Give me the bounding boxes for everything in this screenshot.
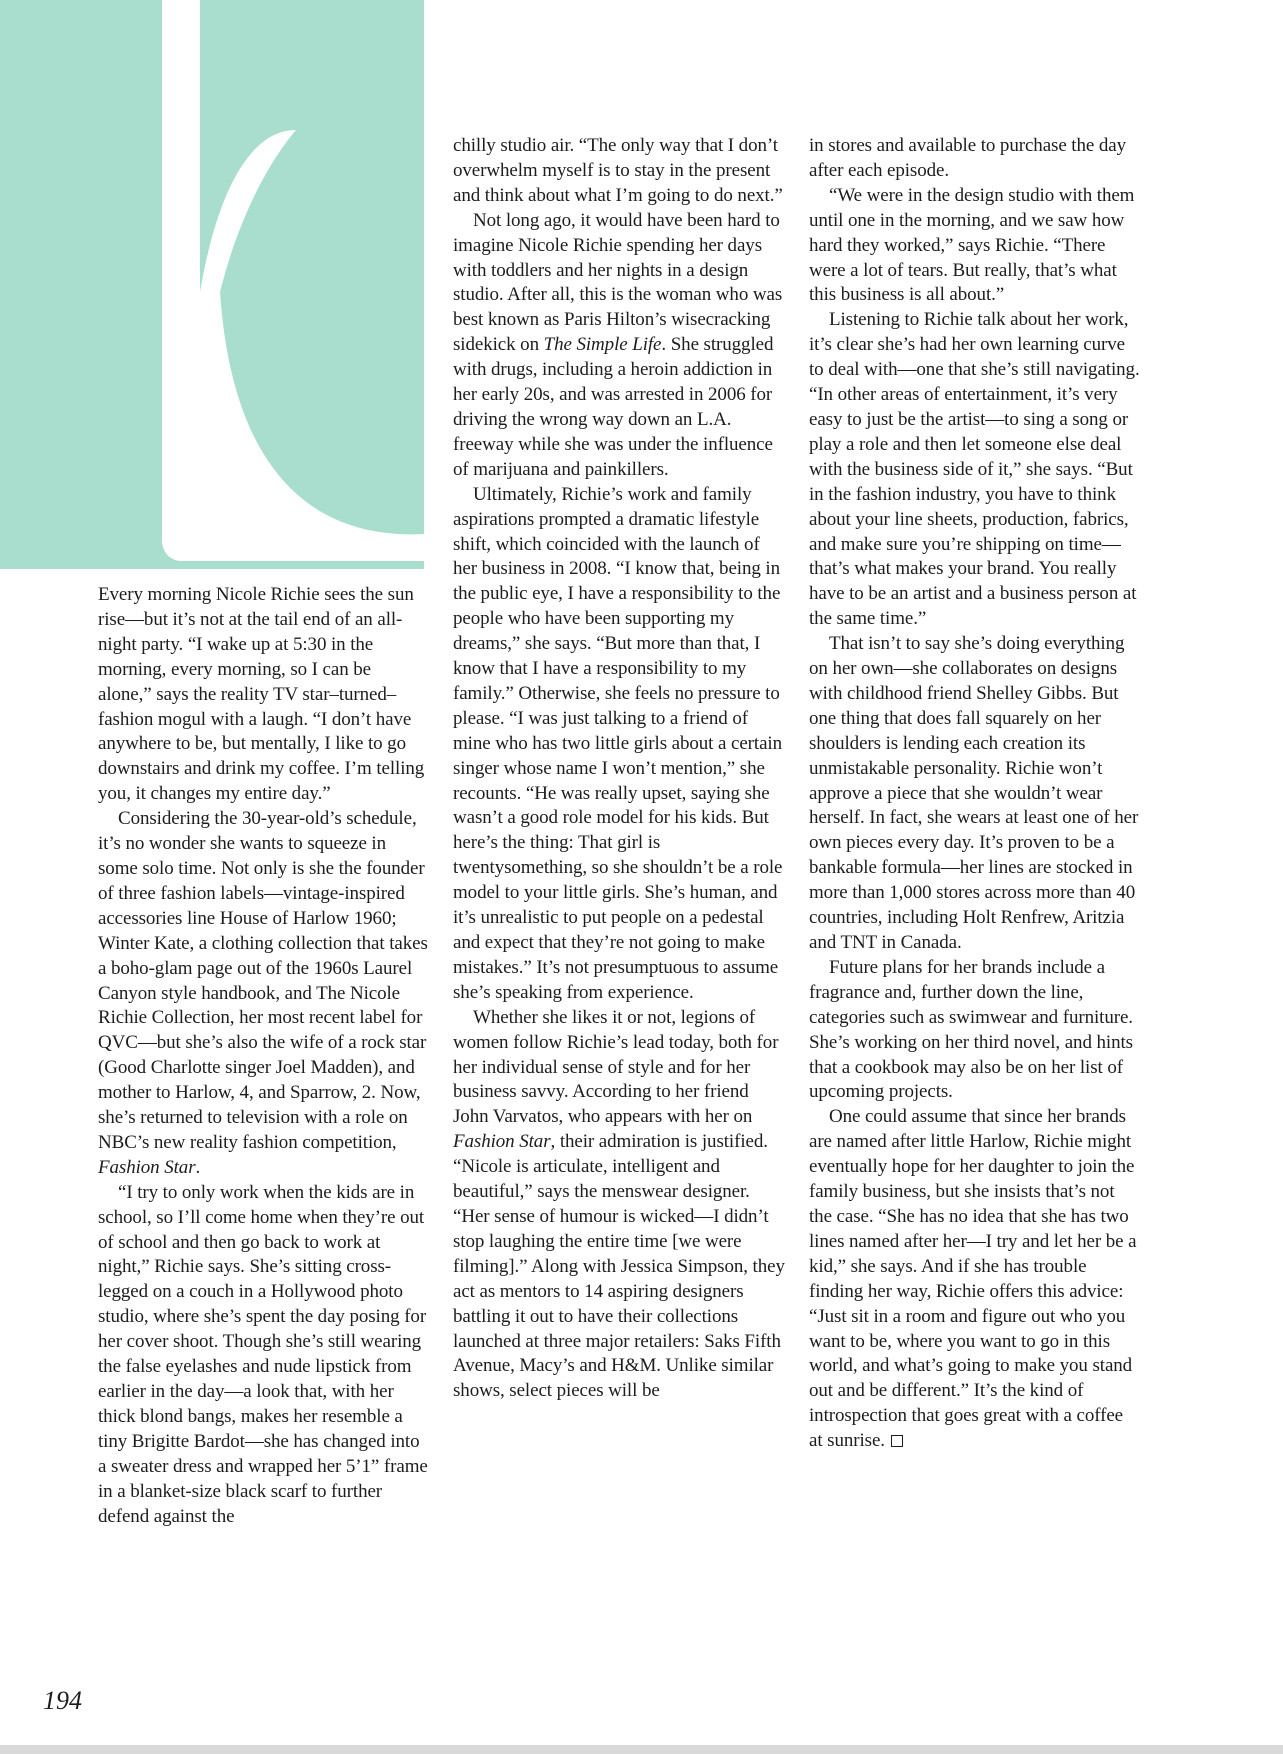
article-paragraph (809, 1105, 1141, 1454)
article-paragraph (98, 1181, 428, 1530)
paragraph-text: . (195, 1156, 201, 1178)
drop-cap-block (0, 0, 424, 569)
paragraph-text: “We were in the design studio with them until one in the morning, and we saw how hard they worked,” says Richie. “There were a lot of tears. But really, that’s what this business is all about.” (809, 184, 1135, 306)
article-column-1 (98, 583, 428, 1529)
paragraph-text: , their admiration is justified. “Nicole is articulate, intelligent and beautiful,” says the menswear designer. “Her sense of humour is wicked—I didn’t stop laughing the entire time [we were filming].” Along with Jessica Simpson, they act as mentors to 14 aspiring designers battling it out to have their collections launched at three major retailers: Saks Fifth Avenue, Macy’s and H&M. Unlike similar shows, select pieces will be (453, 1131, 785, 1402)
article-paragraph (453, 1006, 785, 1405)
paragraph-text: Ultimately, Richie’s work and family aspirations prompted a dramatic lifestyle shift, which coincided with the launch of her business in 2008. “I know that, being in the public eye, I have a responsibility to the people who have been supporting my dreams,” she says. “But more than that, I know that I have a responsibility to my family.” Otherwise, she feels no pressure to please. “I was just talking to a friend of mine who has two little girls about a certain singer whose name I won’t mention,” she recounts. “He was really upset, saying she wasn’t a good role model for his kids. But here’s the thing: That girl is twentysomething, so she shouldn’t be a role model to your little girls. She’s human, and it’s unrealistic to put people on a pedestal and expect that they’re not going to make mistakes.” It’s not presumptuous to assume she’s speaking from experience. (453, 483, 783, 1003)
article-paragraph (809, 308, 1141, 632)
italic-title: Fashion Star (453, 1131, 551, 1153)
paragraph-text: Whether she likes it or not, legions of women follow Richie’s lead today, both for her individual sense of style and for her business savvy. According to her friend John Varvatos, who appears with her on (453, 1006, 779, 1128)
page-number: 194 (43, 1686, 82, 1715)
article-paragraph (98, 807, 428, 1181)
paragraph-text: Not long ago, it would have been hard to imagine Nicole Richie spending her days with toddlers and her nights in a design studio. After all, this is the woman who was best known as Paris Hilton’s wisecracking sidekick on (453, 209, 783, 356)
article-column-3 (809, 134, 1141, 1454)
article-paragraph (453, 134, 785, 209)
footer-rule (0, 1745, 1283, 1754)
paragraph-text: “I try to only work when the kids are in school, so I’ll come home when they’re out of school and then go back to work at night,” Richie says. She’s sitting cross-legged on a couch in a Hollywood photo studio, where she’s spent the day posing for her cover shoot. Though she’s still wearing the false eyelashes and nude lipstick from earlier in the day—a look that, with her thick blond bangs, makes her resemble a tiny Brigitte Bardot—she has changed into a sweater dress and wrapped her 5’1” frame in a blanket-size black scarf to further defend against the (98, 1181, 428, 1527)
paragraph-text: One could assume that since her brands are named after little Harlow, Richie might eventually hope for her daughter to join the family business, but she insists that’s not the case. “She has no idea that she has two lines named after her—I try and let her be a kid,” she says. And if she has trouble finding her way, Richie offers this advice: “Just sit in a room and figure out who you want to be, where you want to go in this world, and what’s going to make you stand out and be different.” It’s the kind of introspection that goes great with a coffee at sunrise. (809, 1106, 1137, 1452)
paragraph-text: chilly studio air. “The only way that I don’t overwhelm myself is to stay in the present and think about what I’m going to do next.” (453, 135, 783, 206)
article-paragraph (809, 134, 1141, 184)
italic-title: Fashion Star (98, 1156, 196, 1178)
paragraph-text: Considering the 30-year-old’s schedule, it’s no wonder she wants to squeeze in some solo time. Not only is she the founder of three fashion labels—vintage-inspired accessories line House of Harlow 1960; Winter Kate, a clothing collection that takes a boho-glam page out of the 1960s Laurel Canyon style handbook, and The Nicole Richie Collection, her most recent label for QVC—but she’s also the wife of a rock star (Good Charlotte singer Joel Madden), and mother to Harlow, 4, and Sparrow, 2. Now, she’s returned to television with a role on NBC’s new reality fashion competition, (98, 808, 428, 1153)
paragraph-text: Future plans for her brands include a fragrance and, further down the line, categories such as swimwear and furniture. She’s working on her third novel, and hints that a cookbook may also be on her list of upcoming projects. (809, 956, 1133, 1103)
article-paragraph (809, 184, 1141, 309)
article-paragraph (809, 956, 1141, 1105)
article-paragraph (453, 209, 785, 483)
paragraph-text: Listening to Richie talk about her work, it’s clear she’s had her own learning curve to deal with—one that she’s still navigating. “In other areas of entertainment, it’s very easy to just be the artist—to sing a song or play a role and then let someone else deal with the business side of it,” she says. “But in the fashion industry, you have to think about your line sheets, production, fabrics, and make sure you’re shipping on time—that’s what makes your brand. You really have to be an artist and a business person at the same time.” (809, 309, 1140, 630)
end-mark-icon (891, 1435, 903, 1447)
article-paragraph (453, 483, 785, 1006)
italic-title: The Simple Life (543, 334, 662, 356)
paragraph-text: Every morning Nicole Richie sees the sun rise—but it’s not at the tail end of an all-night party. “I wake up at 5:30 in the morning, every morning, so I can be alone,” says the reality TV star–turned–fashion mogul with a laugh. “I don’t have anywhere to be, but mentally, I like to go downstairs and drink my coffee. I’m telling you, it changes my entire day.” (98, 584, 425, 805)
article-paragraph (98, 583, 428, 807)
article-paragraph (809, 632, 1141, 956)
paragraph-text: . She struggled with drugs, including a heroin addiction in her early 20s, and was arrested in 2006 for driving the wrong way down an L.A. freeway while she was under the influence of marijuana and painkillers. (453, 334, 774, 480)
paragraph-text: in stores and available to purchase the day after each episode. (809, 135, 1127, 181)
drop-cap-letter-e (162, 0, 424, 561)
article-column-2 (453, 134, 785, 1404)
paragraph-text: That isn’t to say she’s doing everything on her own—she collaborates on designs with childhood friend Shelley Gibbs. But one thing that does fall squarely on her shoulders is lending each creation its unmistakable personality. Richie won’t approve a piece that she wouldn’t wear herself. In fact, she wears at least one of her own pieces every day. It’s proven to be a bankable formula—her lines are stocked in more than 1,000 stores across more than 40 countries, including Holt Renfrew, Aritzia and TNT in Canada. (809, 633, 1139, 953)
